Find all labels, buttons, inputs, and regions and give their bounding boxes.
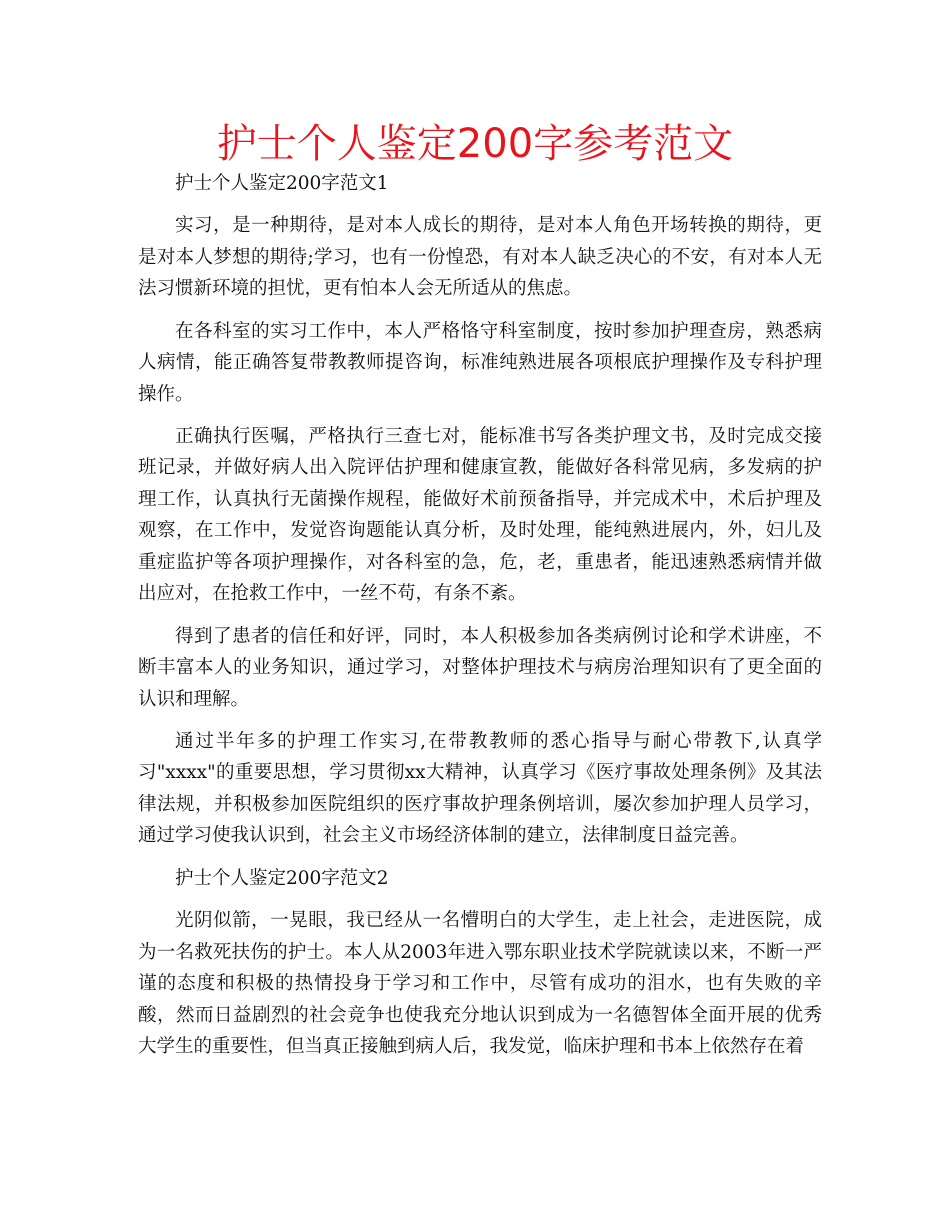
section-heading-2: 护士个人鉴定200字范文2	[175, 867, 389, 889]
paragraph-1: 实习，是一种期待，是对本人成长的期待，是对本人角色开场转换的期待，更是对本人梦想的期待;学习，也有一份惶恐，有对本人缺乏决心的不安，有对本人无法习惯新环境的担忧，更有怕本人会无所适从的焦虑。	[138, 215, 822, 300]
paragraph-3: 正确执行医嘱，严格执行三查七对，能标准书写各类护理文书，及时完成交接班记录，并做好病人出入院评估护理和健康宣教，能做好各科常见病，多发病的护理工作，认真执行无菌操作规程，能做好术前预备指导，并完成术中，术后护理及观察，在工作中，发觉咨询题能认真分析，及时处理，能纯熟进展内，外，妇儿及重症监护等各项护理操作，对各科室的急，危，老，重患者，能迅速熟悉病情并做出应对，在抢救工作中，一丝不苟，有条不紊。	[138, 425, 822, 605]
paragraph-2: 在各科室的实习工作中，本人严格恪守科室制度，按时参加护理查房，熟悉病人病情，能正确答复带教教师提咨询，标准纯熟进展各项根底护理操作及专科护理操作。	[138, 320, 822, 405]
paragraph-4: 得到了患者的信任和好评，同时，本人积极参加各类病例讨论和学术讲座，不断丰富本人的业务知识，通过学习，对整体护理技术与病房治理知识有了更全面的认识和理解。	[138, 625, 822, 710]
document-title: 护士个人鉴定200字参考范文	[216, 121, 734, 167]
paragraph-5: 通过半年多的护理工作实习,在带教教师的悉心指导与耐心带教下,认真学习"xxxx"的重要思想，学习贯彻xx大精神，认真学习《医疗事故处理条例》及其法律法规，并积极参加医院组织的医疗事故护理条例培训，屡次参加护理人员学习，通过学习使我认识到，社会主义市场经济体制的建立，法律制度日益完善。	[138, 730, 822, 847]
paragraph-6: 光阴似箭，一晃眼，我已经从一名懵明白的大学生，走上社会，走进医院，成为一名救死扶伤的护士。本人从2003年进入鄂东职业技术学院就读以来，不断一严谨的态度和积极的热情投身于学习和工作中，尽管有成功的泪水，也有失败的辛酸，然而日益剧烈的社会竞争也使我充分地认识到成为一名德智体全面开展的优秀大学生的重要性，但当真正接触到病人后，我发觉，临床护理和书本上依然存在着	[138, 910, 822, 1058]
section-heading-1: 护士个人鉴定200字范文1	[175, 173, 389, 194]
document-body	[138, 168, 822, 1073]
